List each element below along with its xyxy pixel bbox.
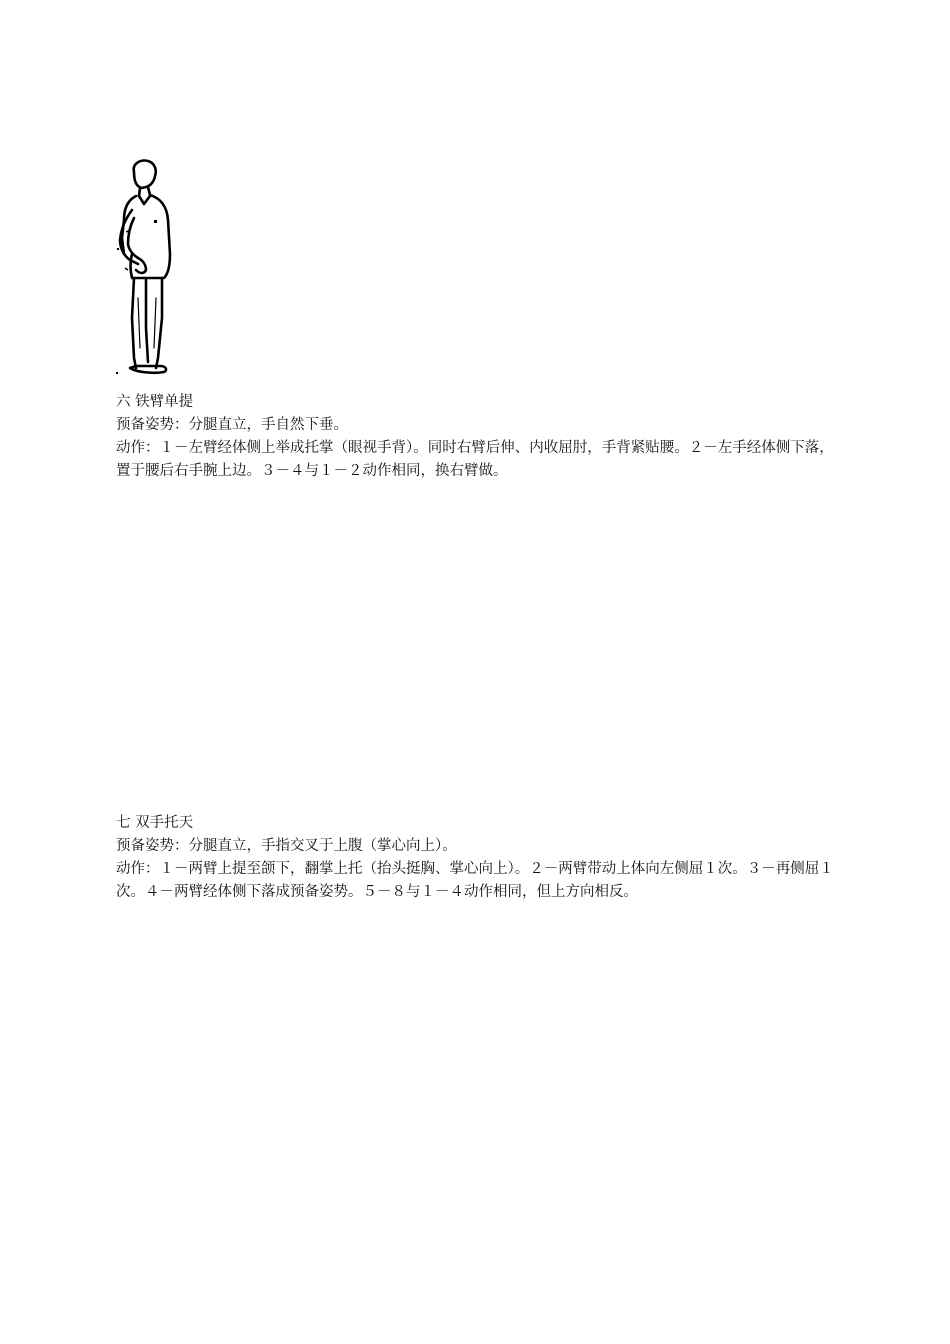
preparation-posture-text: 预备姿势：分腿直立，手指交叉于上腹（掌心向上）。 <box>116 838 457 854</box>
action-description-text: 动作：１－左臂经体侧上举成托掌（眼视手背）。同时右臂后伸、内收屈肘，手背紧贴腰。２－左手经体侧下落，置于腰后右手腕上边。３－４与１－２动作相同，换右臂做。 <box>116 440 834 479</box>
standing-person-figure <box>112 158 178 380</box>
section-heading: 七 双手托天 <box>116 815 194 831</box>
action-description-text: 动作：１－两臂上提至颌下，翻掌上托（抬头挺胸、掌心向上）。２－两臂带动上体向左侧屈１次。３－再侧屈１次。４－两臂经体侧下落成预备姿势。５－８与１－４动作相同，但上方向相反。 <box>116 861 834 900</box>
exercise-figure-illustration <box>112 158 178 380</box>
preparation-posture-text: 预备姿势：分腿直立，手自然下垂。 <box>116 417 348 433</box>
section-two-hands-hold-sky <box>116 812 836 904</box>
section-heading: 六 铁臂单提 <box>116 394 194 410</box>
section-iron-arm-single-lift <box>116 391 836 483</box>
